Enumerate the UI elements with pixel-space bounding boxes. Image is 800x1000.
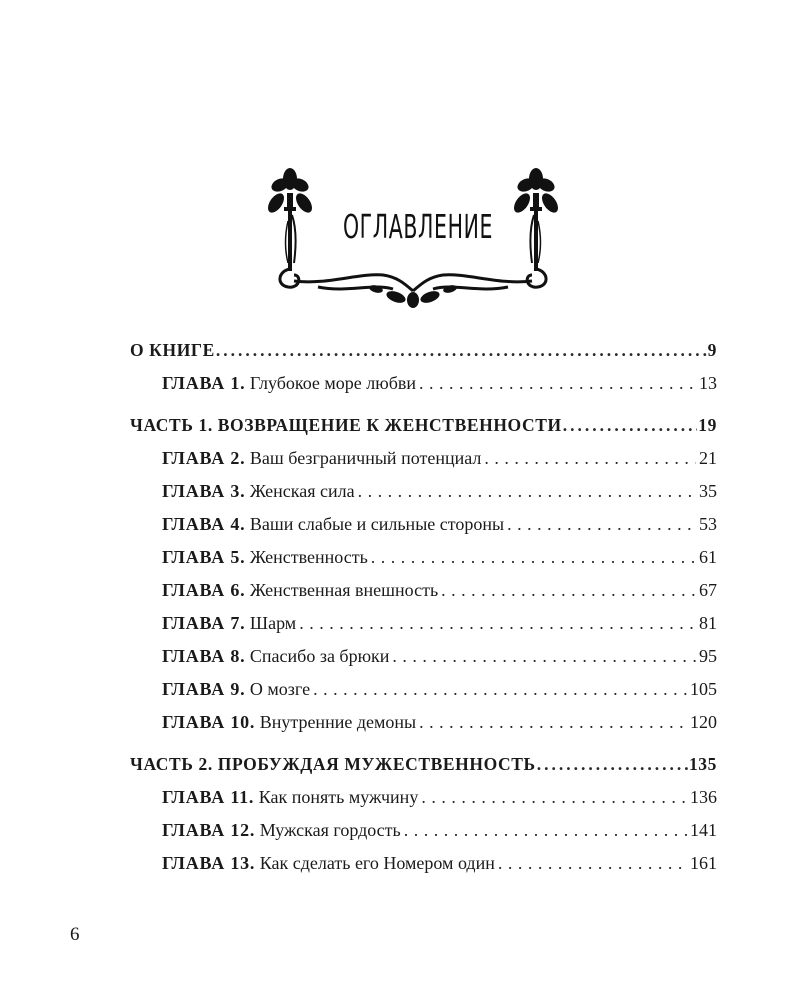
toc-chapter-title: Женская сила <box>249 481 355 501</box>
toc-section-title: О КНИГЕ <box>130 340 215 360</box>
toc-chapter-title: Шарм <box>249 613 297 633</box>
toc-page-number: 35 <box>699 481 717 501</box>
toc-chapter-title: Внутренние демоны <box>259 712 417 732</box>
toc-leader-dots <box>441 578 696 602</box>
toc-chapter-prefix: ГЛАВА 7. <box>162 613 246 633</box>
toc-leader-dots <box>404 818 687 842</box>
toc-leader-dots <box>299 611 696 635</box>
toc-chapter-prefix: ГЛАВА 8. <box>162 646 246 666</box>
toc-chapter-prefix: ГЛАВА 11. <box>162 787 255 807</box>
toc-chapter-prefix: ГЛАВА 12. <box>162 820 256 840</box>
toc-chapter-row[interactable] <box>130 710 717 734</box>
toc-chapter-title: Как сделать его Номером один <box>259 853 495 873</box>
toc-chapter-row[interactable] <box>130 479 717 503</box>
toc-leader-dots <box>419 710 687 734</box>
toc-chapter-title: Ваш безграничный потенциал <box>249 448 482 468</box>
toc-chapter-row[interactable] <box>130 371 717 395</box>
toc-chapter-row[interactable] <box>130 851 717 875</box>
toc-page-number: 13 <box>699 373 717 393</box>
toc-chapter-row[interactable] <box>130 545 717 569</box>
toc-chapter-title: Мужская гордость <box>259 820 401 840</box>
toc-chapter-title: О мозге <box>249 679 311 699</box>
toc-page-number: 19 <box>698 415 717 435</box>
toc-chapter-prefix: ГЛАВА 3. <box>162 481 246 501</box>
toc-section-part-1[interactable] <box>130 413 717 437</box>
toc-page-number: 61 <box>699 547 717 567</box>
toc-chapter-title: Как понять мужчину <box>258 787 419 807</box>
left-iris-icon <box>265 168 315 271</box>
toc-chapter-prefix: ГЛАВА 4. <box>162 514 246 534</box>
toc-chapter-title: Глубокое море любви <box>249 373 417 393</box>
toc-leader-dots <box>498 851 687 875</box>
toc-chapter-title: Спасибо за брюки <box>249 646 390 666</box>
toc-section-about[interactable] <box>130 338 717 362</box>
toc-chapter-prefix: ГЛАВА 2. <box>162 448 246 468</box>
right-iris-icon <box>511 168 561 271</box>
toc-chapter-prefix: ГЛАВА 10. <box>162 712 256 732</box>
toc-page-number: 95 <box>699 646 717 666</box>
toc-chapter-prefix: ГЛАВА 1. <box>162 373 246 393</box>
toc-page-number: 161 <box>690 853 717 873</box>
toc-chapter-row[interactable] <box>130 512 717 536</box>
toc-chapter-row[interactable] <box>130 818 717 842</box>
toc-leader-dots <box>392 644 696 668</box>
toc-leader-dots <box>421 785 687 809</box>
toc-heading: ОГЛАВЛЕНИЕ <box>342 207 494 246</box>
toc-leader-dots <box>419 371 696 395</box>
toc-chapter-prefix: ГЛАВА 9. <box>162 679 246 699</box>
toc-leader-dots <box>313 677 687 701</box>
toc-chapter-row[interactable] <box>130 785 717 809</box>
bottom-swirl-icon <box>280 269 546 291</box>
toc-page-number: 67 <box>699 580 717 600</box>
toc-page-number: 53 <box>699 514 717 534</box>
toc-chapter-title: Женственная внешность <box>249 580 439 600</box>
toc-chapter-prefix: ГЛАВА 5. <box>162 547 246 567</box>
toc-page-number: 135 <box>688 754 717 774</box>
toc-chapter-prefix: ГЛАВА 6. <box>162 580 246 600</box>
table-of-contents <box>130 338 717 875</box>
toc-section-title: ЧАСТЬ 2. ПРОБУЖДАЯ МУЖЕСТВЕННОСТЬ <box>130 754 536 774</box>
toc-page-number: 105 <box>690 679 717 699</box>
toc-leader-dots <box>484 446 696 470</box>
toc-chapter-row[interactable] <box>130 578 717 602</box>
toc-leader-dots <box>371 545 696 569</box>
toc-leader-dots <box>507 512 696 536</box>
toc-chapter-row[interactable] <box>130 611 717 635</box>
toc-page-number: 9 <box>707 340 717 360</box>
toc-chapter-title: Женственность <box>249 547 368 567</box>
toc-page-number: 120 <box>690 712 717 732</box>
toc-leader-dots <box>358 479 696 503</box>
toc-chapter-row[interactable] <box>130 677 717 701</box>
toc-page-number: 81 <box>699 613 717 633</box>
toc-section-part-2[interactable] <box>130 752 717 776</box>
toc-page-number: 141 <box>690 820 717 840</box>
toc-chapter-title: Ваши слабые и сильные стороны <box>249 514 505 534</box>
toc-chapter-row[interactable] <box>130 644 717 668</box>
toc-leader-dots <box>563 413 698 437</box>
toc-page-number: 136 <box>690 787 717 807</box>
toc-leader-dots <box>537 752 688 776</box>
page-number: 6 <box>70 924 80 945</box>
toc-chapter-row[interactable] <box>130 446 717 470</box>
toc-leader-dots <box>216 338 707 362</box>
toc-section-title: ЧАСТЬ 1. ВОЗВРАЩЕНИЕ К ЖЕНСТВЕННОСТИ <box>130 415 562 435</box>
toc-chapter-prefix: ГЛАВА 13. <box>162 853 256 873</box>
toc-page-number: 21 <box>699 448 717 468</box>
